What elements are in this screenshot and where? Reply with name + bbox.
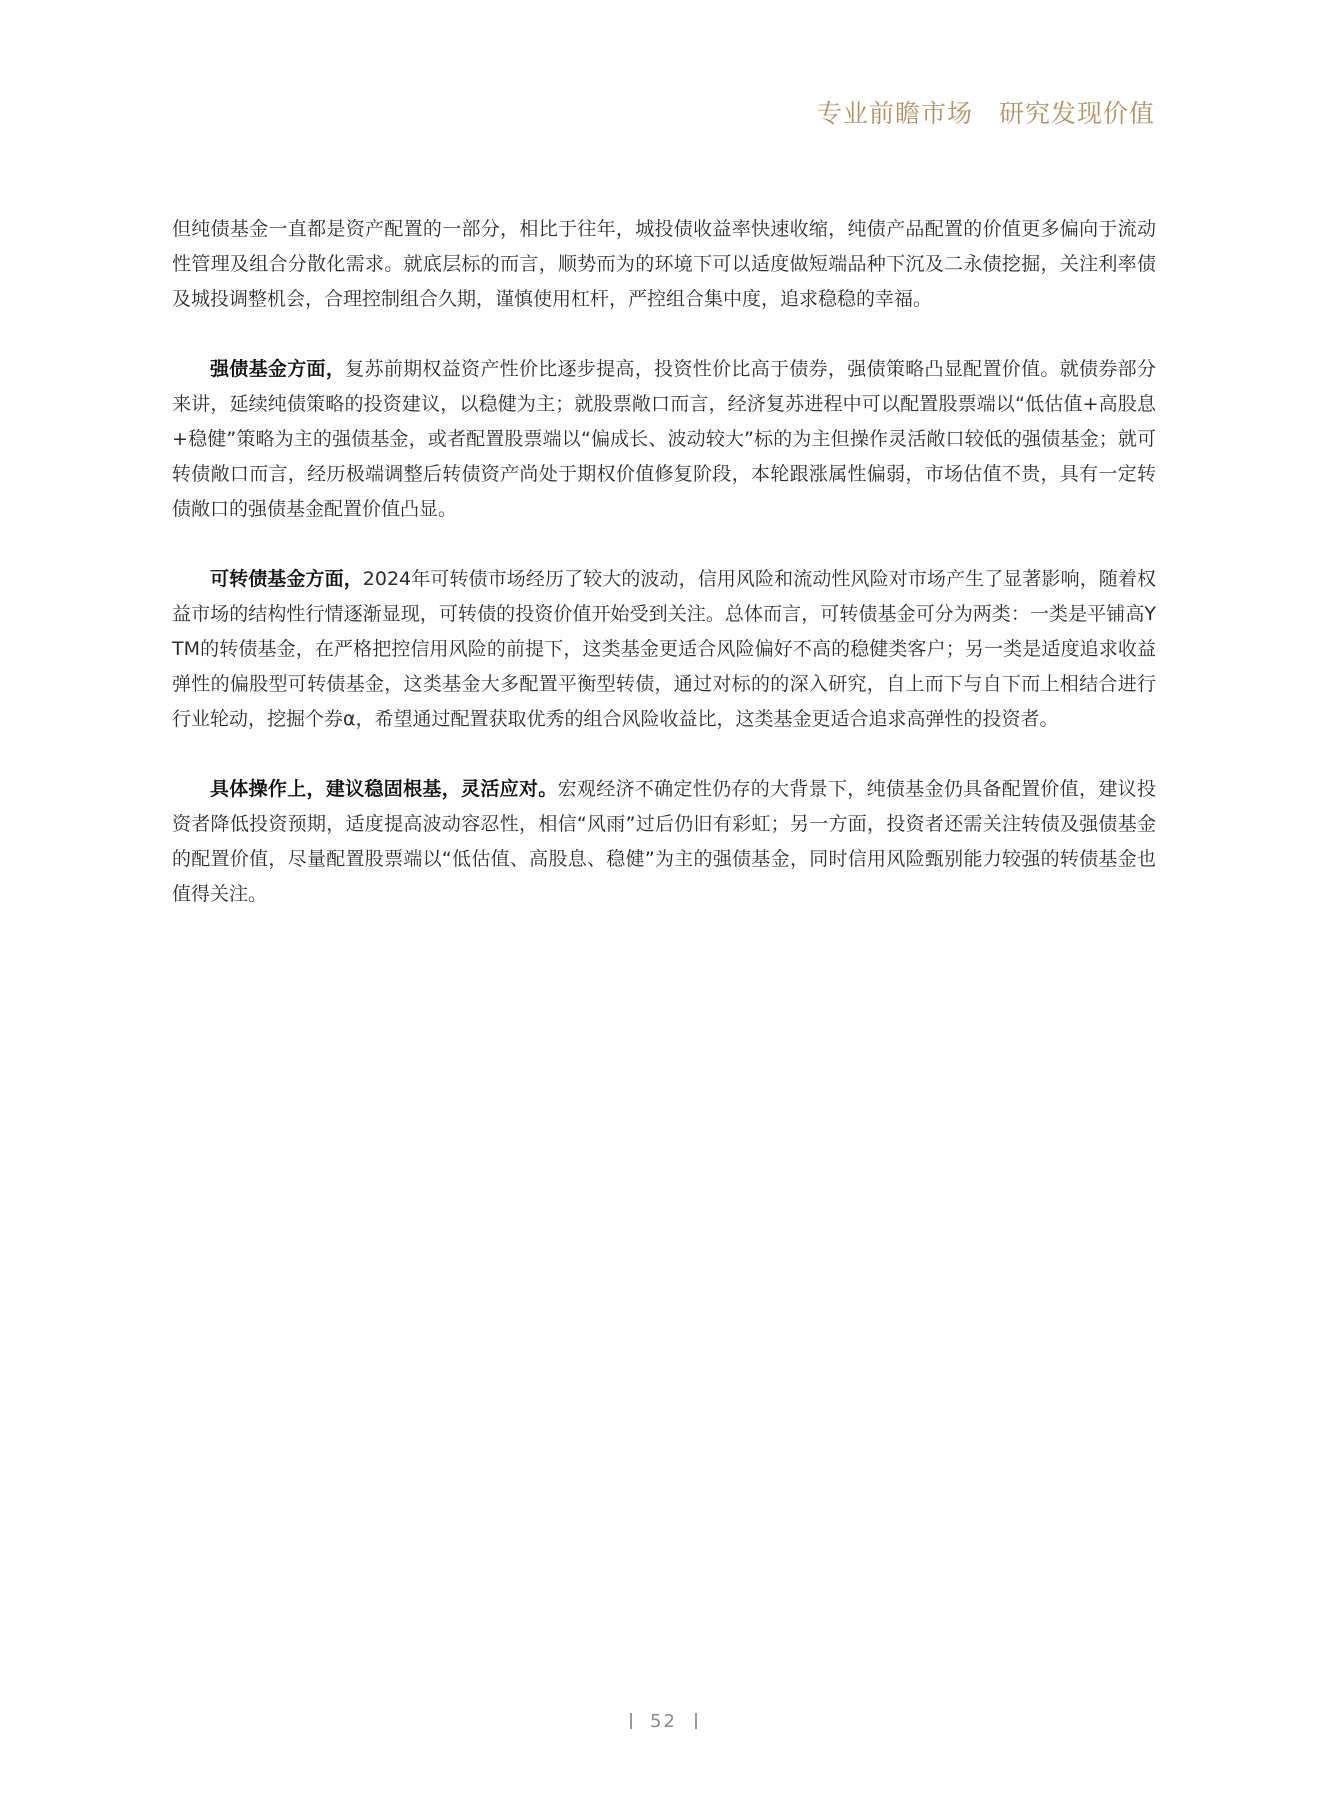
footer-divider-left [630,1713,632,1729]
paragraph-pure-bond-funds [172,212,1156,317]
header-slogan: 专业前瞻市场 研究发现价值 [816,99,1155,128]
paragraph-text: 复苏前期权益资产性价比逐步提高，投资性价比高于债券，强债策略凸显配置价值。就债券部分来讲，延续纯债策略的投资建议，以稳健为主；就股票敞口而言，经济复苏进程中可以配置股票端以“低估值+高股息+稳健”策略为主的强债基金，或者配置股票端以“偏成长、波动较大”标的为主但操作灵活敞口较低的强债基金；就可转债敞口而言，经历极端调整后转债资产尚处于期权价值修复阶段，本轮跟涨属性偏弱，市场估值不贵，具有一定转债敞口的强债基金配置价值凸显。 [172,358,1156,520]
paragraph-strong-bond-funds [172,352,1156,527]
paragraph-text: 宏观经济不确定性仍存的大背景下，纯债基金仍具备配置价值，建议投资者降低投资预期，适度提高波动容忍性，相信“风雨”过后仍旧有彩虹；另一方面，投资者还需关注转债及强债基金的配置价值，尽量配置股票端以“低估值、高股息、稳健”为主的强债基金，同时信用风险甄别能力较强的转债基金也值得关注。 [172,778,1156,905]
paragraph-text: 但纯债基金一直都是资产配置的一部分，相比于往年，城投债收益率快速收缩，纯债产品配置的价值更多偏向于流动性管理及组合分散化需求。就底层标的而言，顺势而为的环境下可以适度做短端品种下沉及二永债挖掘，关注利率债及城投调整机会，合理控制组合久期，谨慎使用杠杆，严控组合集中度，追求稳稳的幸福。 [172,218,1156,310]
paragraph-lead: 强债基金方面， [210,358,346,380]
page-number: 52 [650,1711,677,1732]
paragraph-operation-advice [172,772,1156,912]
footer-divider-right [695,1713,697,1729]
paragraph-text: 2024年可转债市场经历了较大的波动，信用风险和流动性风险对市场产生了显著影响，随着权益市场的结构性行情逐渐显现，可转债的投资价值开始受到关注。总体而言，可转债基金可分为两类：一类是平铺高YTM的转债基金，在严格把控信用风险的前提下，这类基金更适合风险偏好不高的稳健类客户；另一类是适度追求收益弹性的偏股型可转债基金，这类基金大多配置平衡型转债，通过对标的的深入研究，自上而下与自下而上相结合进行行业轮动，挖掘个券α，希望通过配置获取优秀的组合风险收益比，这类基金更适合追求高弹性的投资者。 [172,568,1156,730]
paragraph-lead: 具体操作上，建议稳固根基，灵活应对。 [210,778,558,800]
paragraph-convertible-bond-funds [172,562,1156,737]
page-footer [0,1711,1327,1732]
paragraph-lead: 可转债基金方面， [210,568,363,590]
article-body [172,212,1156,947]
